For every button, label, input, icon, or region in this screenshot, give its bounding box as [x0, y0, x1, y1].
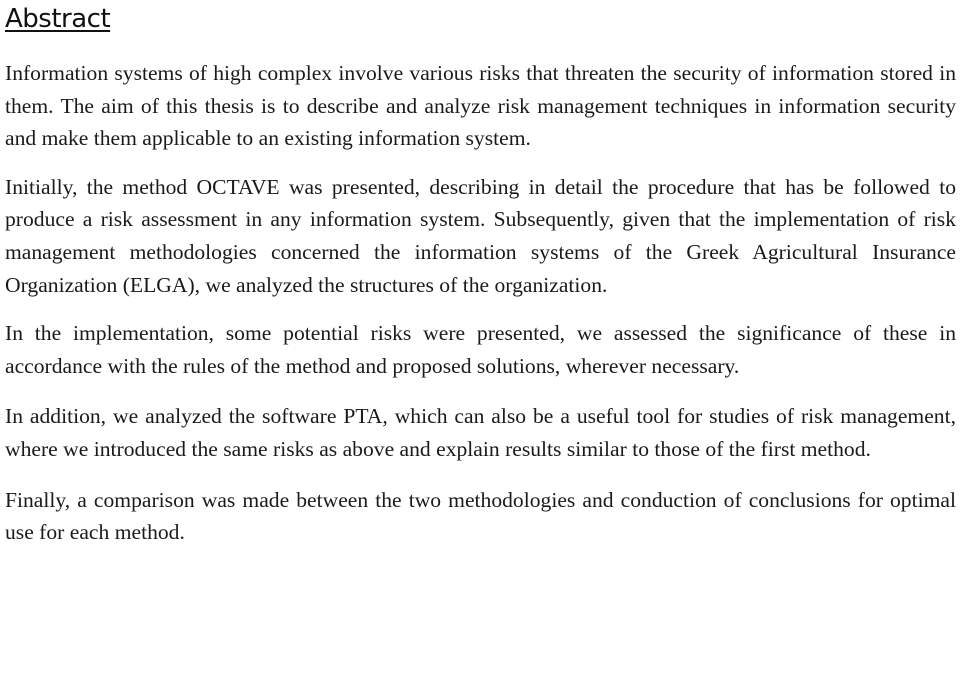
abstract-paragraph-5: Finally, a comparison was made between the two methodologies and conduction of conclusions for optimal use for each method.	[5, 487, 956, 545]
abstract-paragraph-2: Initially, the method OCTAVE was presented, describing in detail the procedure that has be followed to produce a risk assessment in any information system. Subsequently, given that the implementation of risk management methodologies concerned the information systems of the Greek Agricultural Insurance Organization (ELGA), we analyzed the structures of the organization.	[5, 174, 956, 297]
abstract-paragraph-1: Information systems of high complex involve various risks that threaten the security of information stored in them. The aim of this thesis is to describe and analyze risk management techniques in information security and make them applicable to an existing information system.	[5, 61, 956, 151]
abstract-paragraph-3: In the implementation, some potential risks were presented, we assessed the significance of these in accordance with the rules of the method and proposed solutions, wherever necessary.	[5, 321, 956, 378]
abstract-paragraph-4: In addition, we analyzed the software PTA, which can also be a useful tool for studies of risk management, where we introduced the same risks as above and explain results similar to those of the first method.	[5, 404, 956, 461]
document-page	[5, 0, 956, 549]
section-heading-abstract: Abstract	[5, 4, 111, 34]
